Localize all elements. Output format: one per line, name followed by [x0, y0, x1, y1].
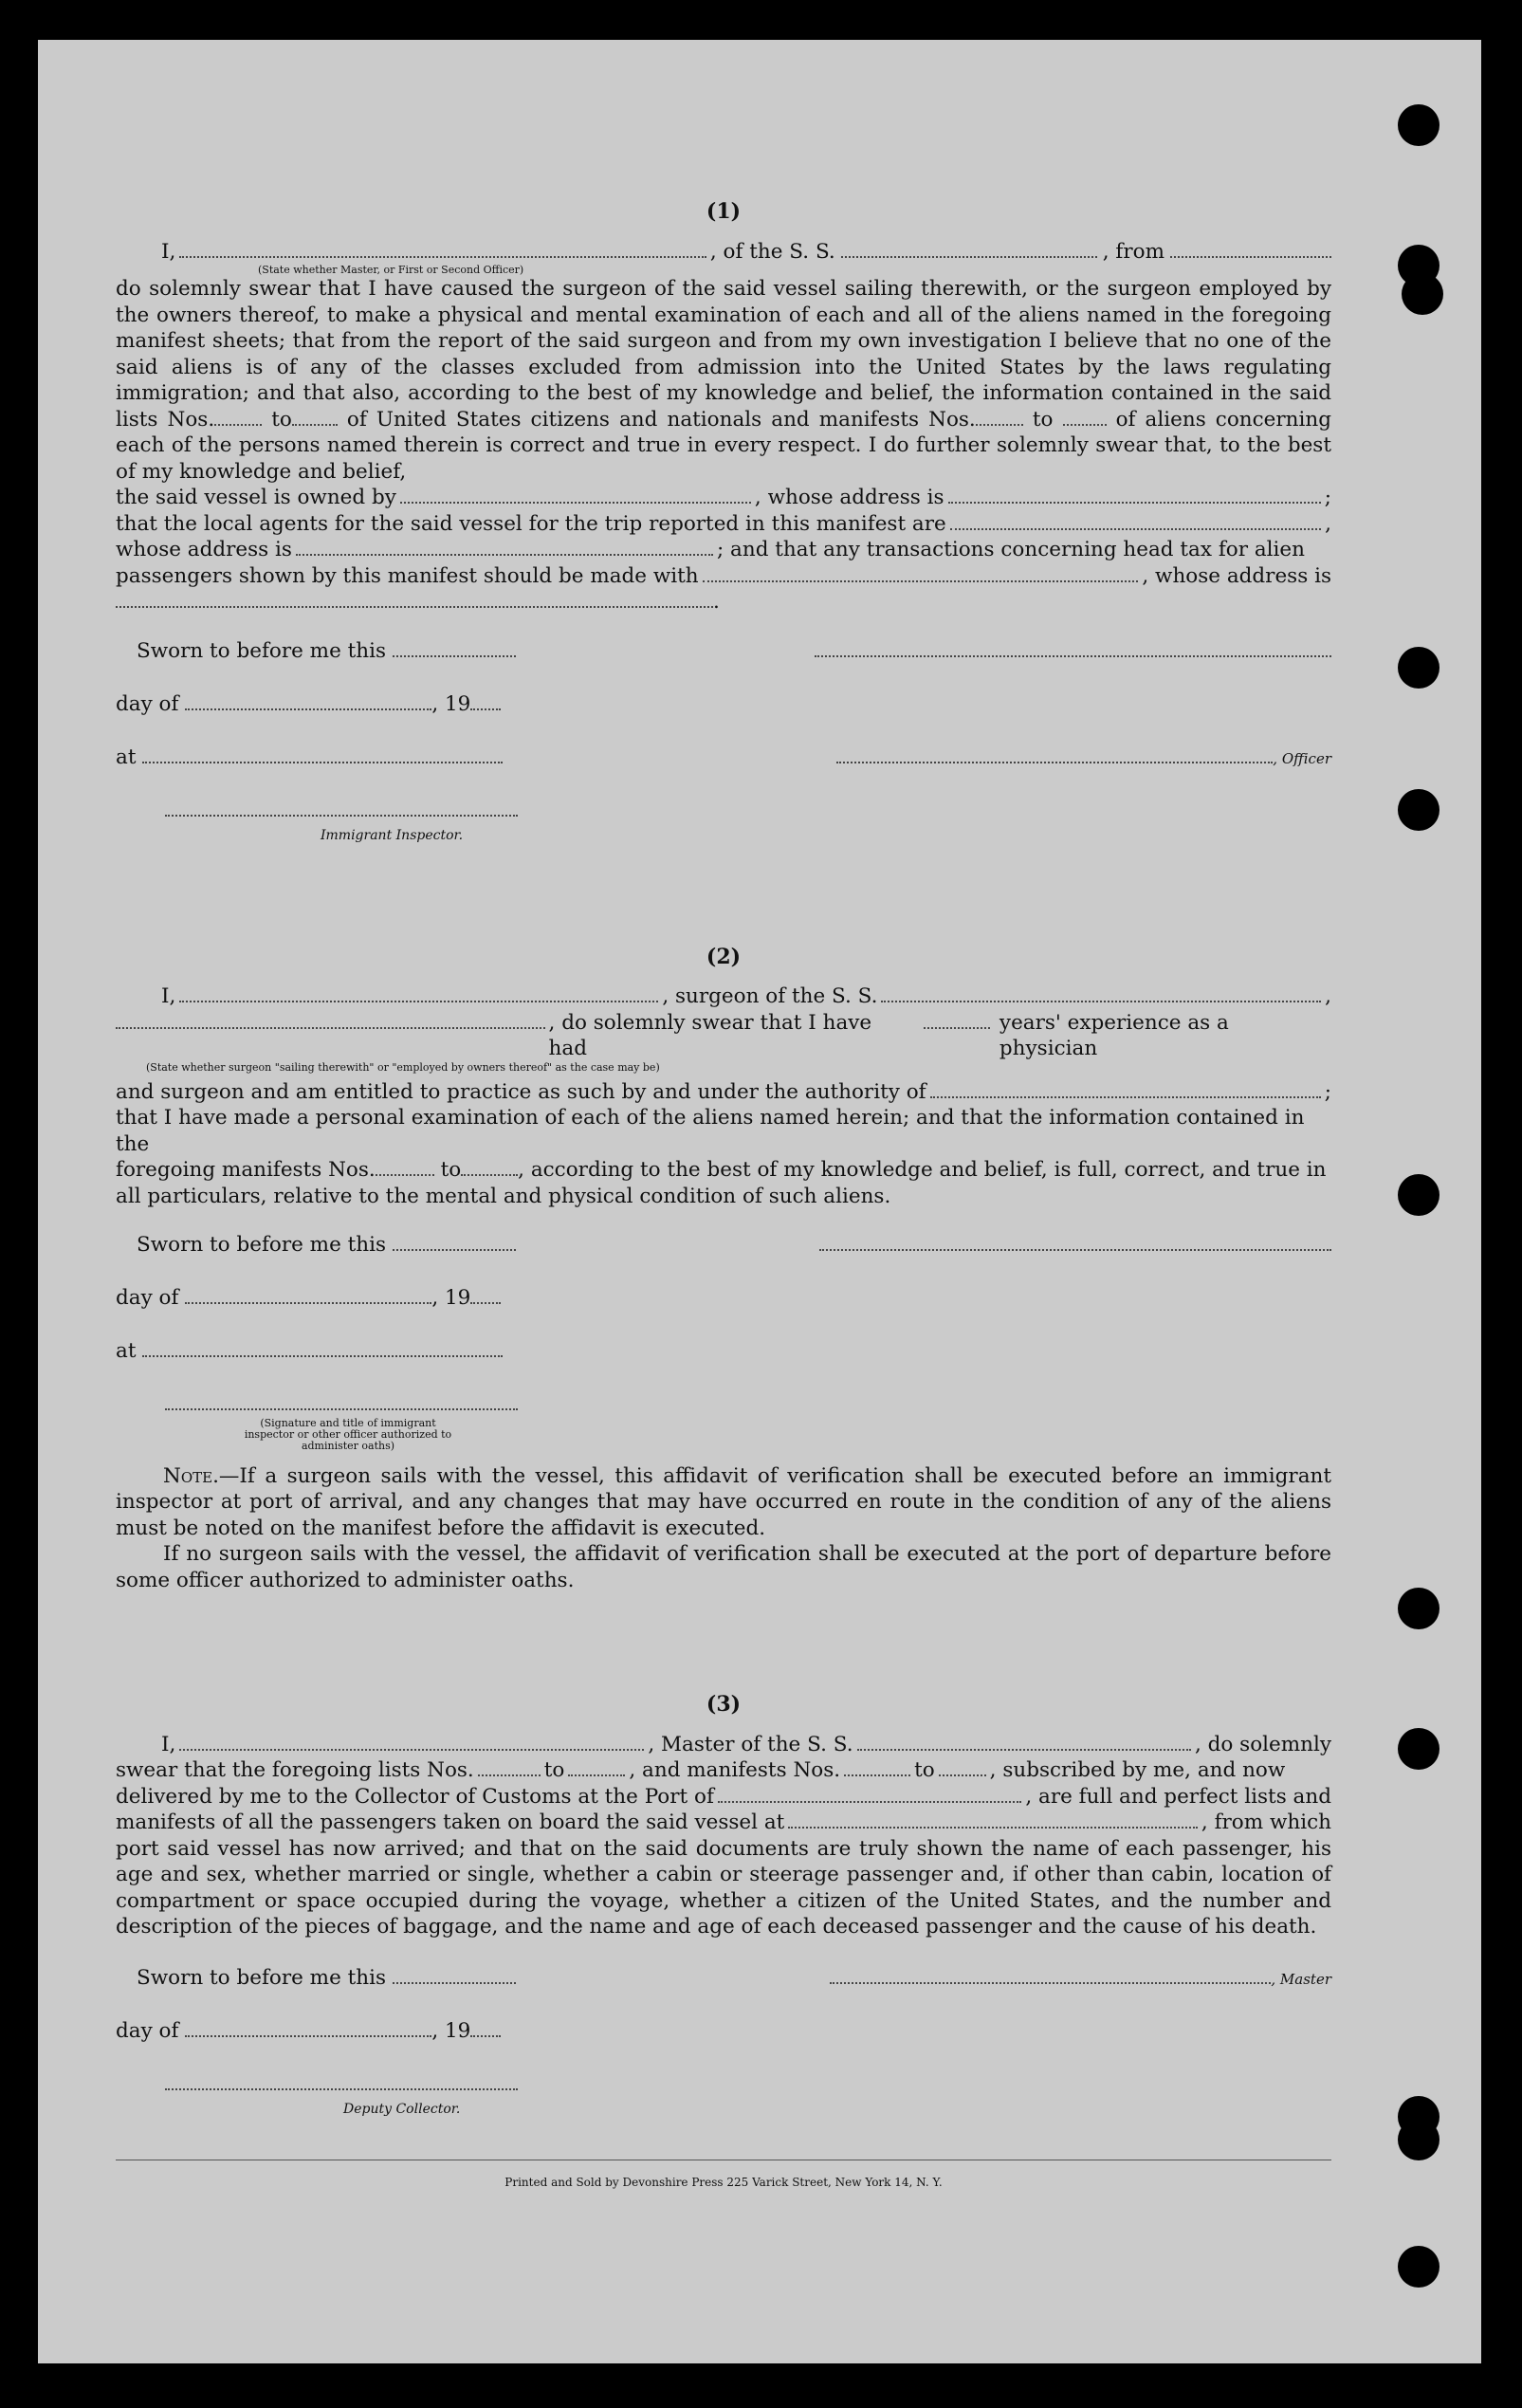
head-tax-contact-field[interactable]: [703, 564, 1139, 582]
manifests-from-field[interactable]: [976, 408, 1023, 426]
section-3-vessel-field[interactable]: [857, 1733, 1191, 1751]
section-2-at-field[interactable]: [142, 1339, 503, 1357]
section-2-sig-line: [165, 1391, 1331, 1418]
section-2-sig-caption: (Signature and title of immigrant inspector or other officer authorized to administer oaths): [244, 1416, 452, 1452]
section-1-body-part-2: of United States citizens and nationals and manifests Nos.: [346, 407, 976, 432]
binder-hole-3: [1402, 273, 1443, 315]
section-3-number: (3): [706, 1692, 742, 1717]
agents-address-field[interactable]: [296, 538, 713, 556]
owner-field[interactable]: [400, 486, 751, 504]
port-of-embarkation-field[interactable]: [788, 1811, 1198, 1829]
owner-address-field[interactable]: [948, 486, 1321, 504]
section-3-i: I,: [161, 1732, 176, 1756]
agents-label: that the local agents for the said vessel for the trip reported in this manifest are: [116, 511, 946, 536]
port-of-arrival-field[interactable]: [718, 1785, 1021, 1803]
owner-address-label: , whose address is: [754, 486, 944, 509]
section-3-to-label-1: to: [543, 1758, 565, 1782]
section-3-sworn-day-field[interactable]: [393, 1966, 516, 1984]
section-2-officer-signature-field[interactable]: [165, 1392, 518, 1410]
section-3-manifests-to-field[interactable]: [939, 1758, 986, 1776]
section-1-body-part-1: do solemnly swear that I have caused the surgeon of the said vessel sailing therewith, or the surgeon employed by the owners thereof, to make a physical and mental examination of each and all of the aliens named in the foregoing manifest sheets; that from the report of the said surgeon and from my own investigation I believe that no one of the said aliens is of any of the classes excluded from admission into the United States by the laws regulating immigration; and that also, according to the best of my knowledge and belief, the information contained in the said lists Nos.: [116, 277, 1331, 432]
section-3-header-line: [116, 1732, 1331, 1758]
binder-hole-5: [1398, 789, 1439, 831]
binder-hole-6: [1398, 1174, 1439, 1216]
solemnly-label: , do solemnly: [1194, 1732, 1331, 1756]
section-2-years-line: [116, 1010, 1331, 1062]
section-3-to-label-2: to: [914, 1758, 935, 1782]
section-1-body-to-2: to: [1032, 407, 1054, 432]
officer-title-field[interactable]: [179, 240, 706, 258]
section-2-manifest-from-field[interactable]: [376, 1158, 434, 1176]
section-2-year-field[interactable]: [470, 1286, 501, 1304]
section-1-body: [116, 276, 1331, 485]
surgeon-of-label: , surgeon of the S. S.: [662, 984, 878, 1008]
owned-by-label: the said vessel is owned by: [116, 486, 396, 509]
form-content: [116, 154, 1331, 2196]
section-2-at-row: [116, 1338, 1331, 1391]
section-3-lists-to-field[interactable]: [568, 1758, 625, 1776]
section-2-body-2c: , according to the best of my knowledge and belief, is full, correct, and true in: [518, 1158, 1327, 1182]
section-1-at-label: at: [116, 744, 137, 769]
section-3-day-row: [116, 2018, 1331, 2071]
binder-hole-11: [1398, 2246, 1439, 2288]
section-3-taken-at-label: manifests of all the passengers taken on board the said vessel at: [116, 1811, 785, 1834]
section-1-number: (1): [706, 199, 742, 224]
deputy-signature-field[interactable]: [165, 2072, 518, 2090]
form-page: [38, 40, 1481, 2363]
note-text: —If a surgeon sails with the vessel, this affidavit of verification shall be executed before an immigrant inspector at port of arrival, and any changes that may have occurred en route in the condition of any of the aliens must be noted on the manifest before the affidavit is executed.: [116, 1463, 1331, 1540]
years-experience-label: years' experience as a physician: [999, 1010, 1229, 1060]
of-ss-label: , of the S. S.: [709, 239, 835, 264]
section-2-at-label: at: [116, 1339, 137, 1363]
section-3-manifests-label: , and manifests Nos.: [629, 1758, 841, 1782]
binder-hole-7: [1398, 1588, 1439, 1629]
section-1-at-row: [116, 744, 1331, 798]
binder-hole-4: [1398, 647, 1439, 689]
section-2-i: I,: [161, 984, 176, 1008]
section-1-day-row: [116, 691, 1331, 744]
section-3-body: port said vessel has now arrived; and that on the said documents are truly shown the name of each passenger, his age and sex, whether married or single, whether a cabin or steerage passenger and, if other than cabin, location of compartment or space occupied during the voyage, whether a citizen of the United States, and the number and description of the pieces of baggage, and the name and age of each deceased passenger and the cause of his death.: [116, 1836, 1331, 1939]
section-2-sworn-day-field[interactable]: [393, 1233, 516, 1251]
authority-line: and surgeon and am entitled to practice as such by and under the authority of ;: [116, 1079, 1331, 1104]
section-2-note-2: If no surgeon sails with the vessel, the affidavit of verification shall be executed at the port of departure before some officer authorized to administer oaths.: [116, 1542, 1331, 1592]
section-3-port-label: delivered by me to the Collector of Customs at the Port of: [116, 1784, 714, 1809]
printer-footer: Printed and Sold by Devonshire Press 225 Varick Street, New York 14, N. Y.: [504, 2175, 943, 2189]
section-2-body-1: that I have made a personal examination of each of the aliens named herein; and that the information contained in the: [116, 1106, 1305, 1156]
section-3-year-label: , 19: [431, 2018, 471, 2043]
binder-hole-10: [1398, 2119, 1439, 2160]
master-name-field[interactable]: [179, 1733, 644, 1751]
section-1-sworn-label: Sworn to before me this: [137, 638, 387, 663]
section-2-signature-line[interactable]: [819, 1233, 1331, 1251]
section-1-caption: (State whether Master, or First or Second Officer): [258, 264, 524, 276]
section-3-line-2: [116, 1757, 1331, 1784]
section-3-subscribed-label: , subscribed by me, and now: [989, 1758, 1286, 1782]
agents-line: that the local agents for the said vessel for the trip reported in this manifest are ,: [116, 511, 1331, 536]
section-1-body-part-3: of aliens concerning each of the persons named therein is correct and true in every respect. I do further solemnly swear that, to the best of my knowledge and belief,: [116, 407, 1332, 484]
section-1-year-label: , 19: [431, 691, 471, 716]
inspector-signature-field[interactable]: [165, 799, 518, 817]
section-3-year-field[interactable]: [470, 2019, 501, 2037]
lists-from-field[interactable]: [214, 408, 262, 426]
section-2-month-field[interactable]: [185, 1286, 431, 1304]
section-3-day-of-label: day of: [116, 2018, 179, 2043]
manifests-to-field[interactable]: [1063, 408, 1107, 426]
deputy-line: [165, 2071, 1331, 2098]
section-1-year-field[interactable]: [470, 692, 501, 710]
from-label: , from: [1102, 239, 1164, 264]
passengers-address-continuation: .: [116, 589, 1331, 616]
section-1-header-line: [116, 239, 1331, 266]
head-tax-label: ; and that any transactions concerning head tax for alien: [716, 538, 1305, 561]
authority-label: and surgeon and am entitled to practice as such by and under the authority of: [116, 1079, 926, 1104]
master-of-label: , Master of the S. S.: [648, 1732, 853, 1756]
section-3-manifests-from-field[interactable]: [844, 1758, 910, 1776]
section-3-lists-label: swear that the foregoing lists Nos.: [116, 1758, 474, 1782]
section-3-lists-from-field[interactable]: [478, 1758, 541, 1776]
deputy-label: Deputy Collector.: [343, 2102, 461, 2117]
master-signature-line[interactable]: [830, 1966, 1271, 1984]
section-2-sworn-label: Sworn to before me this: [137, 1233, 387, 1257]
section-3-perfect-lists-label: , are full and perfect lists and: [1025, 1784, 1331, 1809]
vessel-name-field[interactable]: [841, 240, 1097, 258]
owned-by-line: the said vessel is owned by , whose address is ;: [116, 486, 1331, 509]
binder-hole-8: [1398, 1728, 1439, 1770]
note-label: Note.: [163, 1463, 219, 1488]
section-1-i: I,: [161, 239, 176, 264]
years-experience-field[interactable]: [924, 1011, 990, 1029]
section-2-number: (2): [706, 944, 742, 969]
section-1-at-field[interactable]: [142, 745, 503, 763]
passengers-line: [116, 563, 1331, 590]
surgeon-type-field[interactable]: [116, 1011, 545, 1029]
passengers-label: passengers shown by this manifest should be made with: [116, 563, 699, 588]
section-2-vessel-field[interactable]: [881, 984, 1321, 1002]
inspector-line: [165, 798, 1331, 824]
section-3-month-field[interactable]: [185, 2019, 431, 2037]
section-2-header-line: I, , surgeon of the S. S. ,: [161, 984, 1331, 1008]
head-tax-address-field[interactable]: [116, 590, 713, 608]
passengers-address-label: , whose address is: [1142, 563, 1331, 588]
binder-hole-1: [1398, 104, 1439, 146]
section-2-to-label: to: [440, 1158, 462, 1182]
section-2-day-of-label: day of: [116, 1286, 179, 1310]
lists-to-field[interactable]: [292, 408, 338, 426]
section-3-from-which-label: , from which: [1201, 1811, 1331, 1834]
section-2-swear-label: , do solemnly swear that I have had: [548, 1010, 872, 1060]
section-2-day-row: [116, 1285, 1331, 1338]
section-3-line-4: [116, 1810, 1331, 1836]
officer-label: , Officer: [1273, 749, 1331, 767]
from-port-field[interactable]: [1170, 240, 1331, 258]
section-3-sworn-label: Sworn to before me this: [137, 1965, 387, 1990]
section-1-day-of-label: day of: [116, 691, 179, 716]
section-2-sworn-row: [116, 1232, 1331, 1285]
section-3-sworn-row: [116, 1965, 1331, 2018]
section-1-month-field[interactable]: [185, 692, 431, 710]
section-2-year-label: , 19: [431, 1286, 471, 1310]
section-3-line-3: [116, 1784, 1331, 1811]
master-label: , Master: [1271, 1970, 1331, 1988]
agents-field[interactable]: [950, 512, 1321, 530]
section-2-caption: (State whether surgeon "sailing therewith" or "employed by owners thereof" as the case may be): [146, 1060, 660, 1074]
section-1-signature-line[interactable]: [815, 639, 1331, 657]
inspector-label: Immigrant Inspector.: [321, 828, 464, 843]
section-2-note: [116, 1463, 1331, 1542]
section-2-nos-label: foregoing manifests Nos.: [116, 1158, 376, 1182]
officer-signature-line[interactable]: [836, 745, 1273, 763]
agents-address-line: [116, 537, 1331, 563]
surgeon-name-field[interactable]: [179, 984, 658, 1002]
agents-address-label: whose address is: [116, 538, 292, 561]
section-1-body-to-1: to: [271, 407, 292, 432]
authority-field[interactable]: [930, 1080, 1321, 1098]
section-1-sworn-row: [116, 638, 1331, 691]
section-2-manifest-to-field[interactable]: [461, 1158, 518, 1176]
section-1-sworn-day-field[interactable]: [393, 639, 516, 657]
section-2-body-2: [116, 1157, 1331, 1184]
section-2-body-3: all particulars, relative to the mental and physical condition of such aliens.: [116, 1184, 891, 1208]
